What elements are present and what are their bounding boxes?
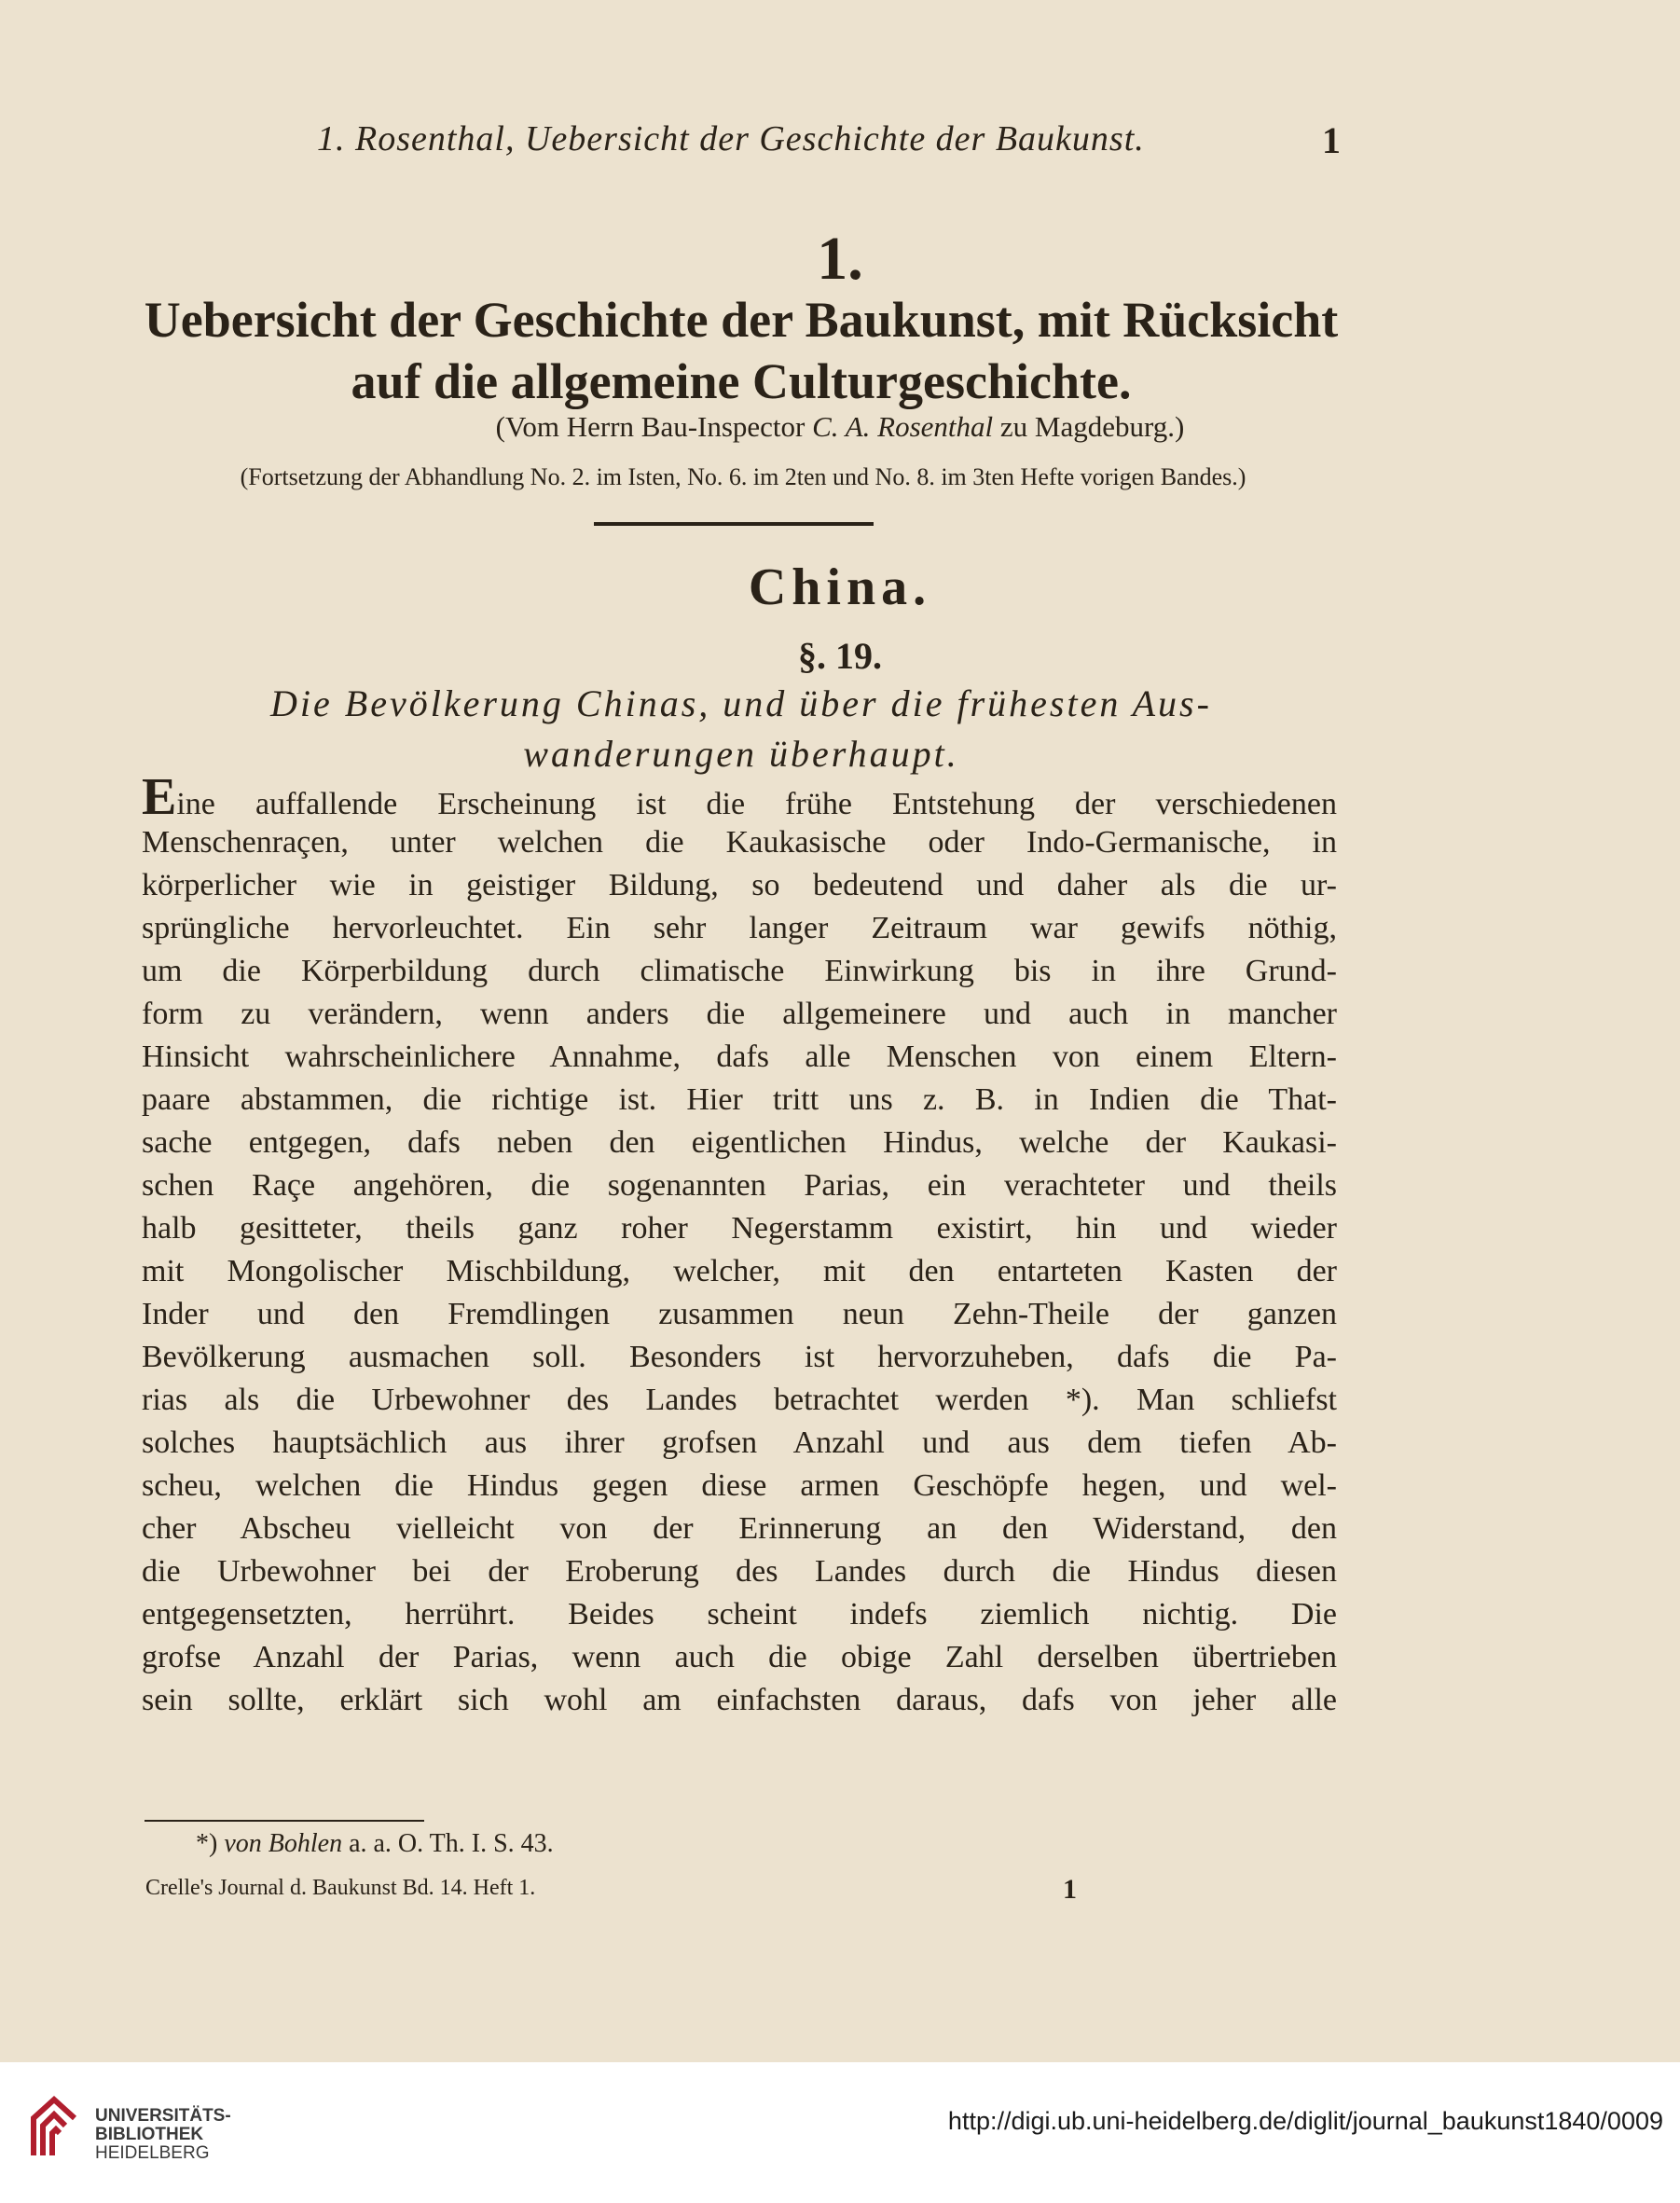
permalink-url[interactable]: http://digi.ub.uni-heidelberg.de/diglit/journal_baukunst1840/0009 bbox=[947, 2107, 1663, 2135]
body-line: Menschenraçen, unter welchen die Kaukasische oder Indo-Germanische, in bbox=[142, 825, 1337, 860]
running-title: 1. Rosenthal, Uebersicht der Geschichte der Baukunst. bbox=[317, 119, 1145, 158]
footnote-author: von Bohlen bbox=[224, 1829, 343, 1858]
section-subtitle-line-2: wanderungen überhaupt. bbox=[523, 733, 959, 775]
section-title: China. bbox=[748, 558, 932, 616]
library-logo-line-1: UNIVERSITÄTS- bbox=[95, 2106, 231, 2126]
body-line: entgegensetzten, herrührt. Beides scheint indefs ziemlich nichtig. Die bbox=[142, 1597, 1337, 1632]
library-logo-line-3: HEIDELBERG bbox=[95, 2143, 210, 2163]
body-line: Inder und den Fremdlingen zusammen neun Zehn-Theile der ganzen bbox=[142, 1297, 1337, 1331]
body-line-text: ine auffallende Erscheinung ist die frühe Entstehung der verschiedenen bbox=[176, 787, 1337, 821]
body-line: cher Abscheu vielleicht von der Erinnerung an den Widerstand, den bbox=[142, 1511, 1337, 1546]
body-line: sache entgegen, dafs neben den eigentlichen Hindus, welche der Kaukasi- bbox=[142, 1125, 1337, 1160]
body-line: scheu, welchen die Hindus gegen diese armen Geschöpfe hegen, und wel- bbox=[142, 1468, 1337, 1503]
body-line: paare abstammen, die richtige ist. Hier tritt uns z. B. in Indien die That- bbox=[142, 1082, 1337, 1117]
body-line: solches hauptsächlich aus ihrer grofsen Anzahl und aus dem tiefen Ab- bbox=[142, 1425, 1337, 1460]
signature-mark: Crelle's Journal d. Baukunst Bd. 14. Heft 1. bbox=[145, 1876, 536, 1900]
body-line: grofse Anzahl der Parias, wenn auch die obige Zahl derselben übertrieben bbox=[142, 1640, 1337, 1674]
paragraph-number: §. 19. bbox=[798, 635, 882, 677]
footnote-marker: *) bbox=[196, 1829, 218, 1858]
byline-prefix: (Vom Herrn Bau-Inspector bbox=[495, 410, 806, 443]
body-line bbox=[142, 768, 1337, 826]
body-line: sein sollte, erklärt sich wohl am einfachsten daraus, dafs von jeher alle bbox=[142, 1683, 1337, 1717]
body-line: mit Mongolischer Mischbildung, welcher, mit den entarteten Kasten der bbox=[142, 1254, 1337, 1288]
body-line: körperlicher wie in geistiger Bildung, so bedeutend und daher als die ur- bbox=[142, 868, 1337, 902]
footnote-rule bbox=[145, 1820, 424, 1822]
byline-suffix: zu Magdeburg.) bbox=[999, 410, 1185, 443]
drop-cap: E bbox=[142, 768, 177, 826]
library-logo-icon[interactable] bbox=[26, 2090, 82, 2165]
body-line: sprüngliche hervorleuchtet. Ein sehr langer Zeitraum war gewifs nöthig, bbox=[142, 911, 1337, 945]
body-line: Bevölkerung ausmachen soll. Besonders ist hervorzuheben, dafs die Pa- bbox=[142, 1340, 1337, 1374]
body-line: halb gesitteter, theils ganz roher Negerstamm existirt, hin und wieder bbox=[142, 1211, 1337, 1246]
body-line: um die Körperbildung durch climatische Einwirkung bis in ihre Grund- bbox=[142, 954, 1337, 988]
body-line: die Urbewohner bei der Eroberung des Landes durch die Hindus diesen bbox=[142, 1554, 1337, 1589]
article-title-line-1: Uebersicht der Geschichte der Baukunst, mit Rücksicht bbox=[144, 292, 1339, 348]
section-subtitle bbox=[140, 679, 1343, 779]
continuation-note: (Fortsetzung der Abhandlung No. 2. im Isten, No. 6. im 2ten und No. 8. im 3ten Hefte vorigen Bandes.) bbox=[240, 463, 1246, 490]
article-number: 1. bbox=[817, 225, 863, 293]
section-subtitle-line-1: Die Bevölkerung Chinas, und über die frühesten Aus- bbox=[270, 682, 1212, 724]
viewer-footer bbox=[0, 2062, 1680, 2203]
signature-number: 1 bbox=[1063, 1874, 1077, 1905]
byline bbox=[0, 410, 1680, 444]
section-divider bbox=[594, 522, 874, 526]
body-text bbox=[142, 768, 1337, 1722]
footnote bbox=[196, 1829, 554, 1859]
library-logo-text bbox=[95, 2107, 231, 2163]
footnote-reference: a. a. O. Th. I. S. 43. bbox=[349, 1829, 554, 1858]
body-line: Hinsicht wahrscheinlichere Annahme, dafs alle Menschen von einem Eltern- bbox=[142, 1040, 1337, 1074]
article-title bbox=[131, 289, 1352, 412]
article-title-line-2: auf die allgemeine Culturgeschichte. bbox=[351, 353, 1132, 409]
running-header bbox=[0, 118, 1680, 165]
byline-author: C. A. Rosenthal bbox=[812, 410, 994, 443]
body-line: rias als die Urbewohner des Landes betrachtet werden *). Man schliefst bbox=[142, 1383, 1337, 1417]
library-logo-line-2: BIBLIOTHEK bbox=[95, 2125, 204, 2144]
body-line: form zu verändern, wenn anders die allgemeinere und auch in mancher bbox=[142, 997, 1337, 1031]
body-line: schen Raçe angehören, die sogenannten Parias, ein verachteter und theils bbox=[142, 1168, 1337, 1203]
page-number: 1 bbox=[1322, 119, 1341, 161]
